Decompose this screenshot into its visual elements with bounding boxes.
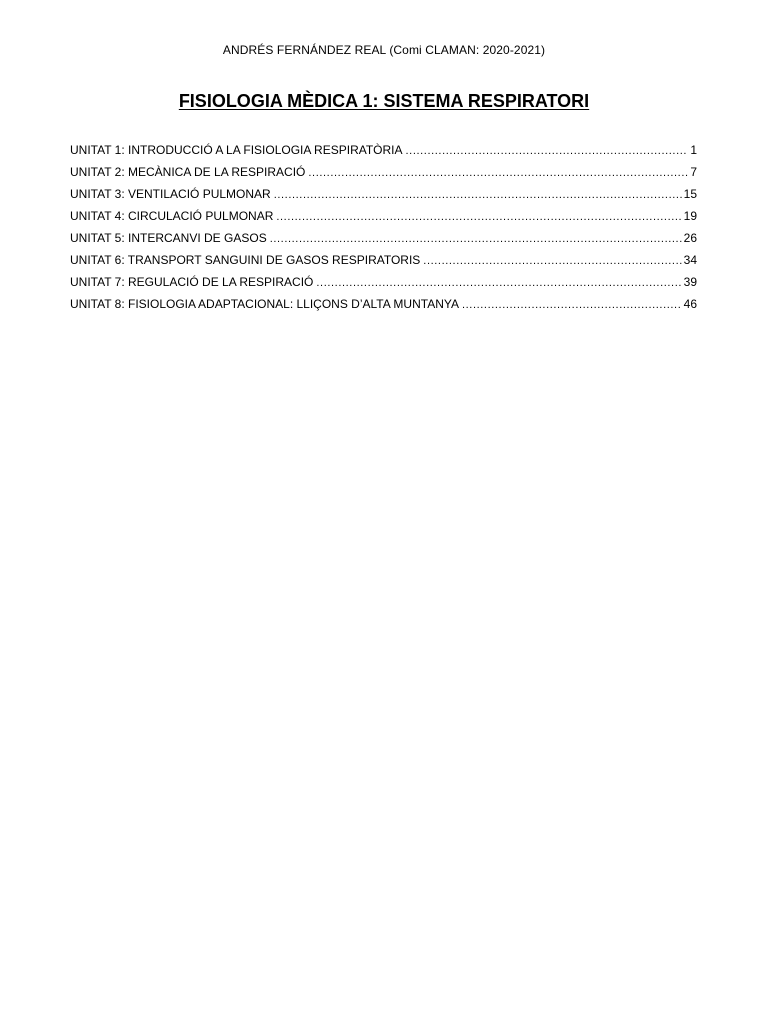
page-title: FISIOLOGIA MÈDICA 1: SISTEMA RESPIRATORI [178, 91, 590, 111]
toc-page-number: 7 [690, 165, 697, 179]
toc-dot-leader [276, 208, 681, 224]
toc-entry-unit-6[interactable] [70, 252, 697, 274]
toc-entry-unit-4[interactable] [70, 208, 697, 230]
toc-entry-unit-2[interactable] [70, 164, 697, 186]
toc-dot-leader [308, 164, 688, 180]
author-header: ANDRÉS FERNÁNDEZ REAL (Comi CLAMAN: 2020-2021) [222, 43, 546, 57]
toc-page-number: 39 [683, 275, 697, 289]
toc-dot-leader [270, 230, 682, 246]
toc-entry-label: UNITAT 3: VENTILACIÓ PULMONAR [70, 187, 271, 201]
toc-entry-label: UNITAT 7: REGULACIÓ DE LA RESPIRACIÓ [70, 275, 314, 289]
toc-entry-label: UNITAT 2: MECÀNICA DE LA RESPIRACIÓ [70, 165, 306, 179]
toc-entry-unit-5[interactable] [70, 230, 697, 252]
toc-dot-leader [406, 142, 689, 158]
toc-entry-label: UNITAT 6: TRANSPORT SANGUINI DE GASOS RESPIRATORIS [70, 253, 421, 267]
toc-dot-leader [274, 186, 682, 202]
toc-entry-unit-3[interactable] [70, 186, 697, 208]
toc-entry-label: UNITAT 4: CIRCULACIÓ PULMONAR [70, 209, 274, 223]
toc-page-number: 15 [683, 187, 697, 201]
toc-dot-leader [462, 296, 682, 312]
toc-entry-label: UNITAT 1: INTRODUCCIÓ A LA FISIOLOGIA RESPIRATÒRIA [70, 143, 403, 157]
table-of-contents [70, 142, 697, 318]
toc-page-number: 34 [683, 253, 697, 267]
toc-page-number: 26 [683, 231, 697, 245]
toc-entry-label: UNITAT 5: INTERCANVI DE GASOS [70, 231, 267, 245]
toc-page-number: 46 [683, 297, 697, 311]
toc-entry-label: UNITAT 8: FISIOLOGIA ADAPTACIONAL: LLIÇONS D’ALTA MUNTANYA [70, 297, 459, 311]
toc-entry-unit-8[interactable] [70, 296, 697, 318]
toc-entry-unit-7[interactable] [70, 274, 697, 296]
toc-dot-leader [423, 252, 681, 268]
toc-page-number: 1 [690, 143, 697, 157]
toc-dot-leader [316, 274, 681, 290]
toc-page-number: 19 [683, 209, 697, 223]
toc-entry-unit-1[interactable] [70, 142, 697, 164]
